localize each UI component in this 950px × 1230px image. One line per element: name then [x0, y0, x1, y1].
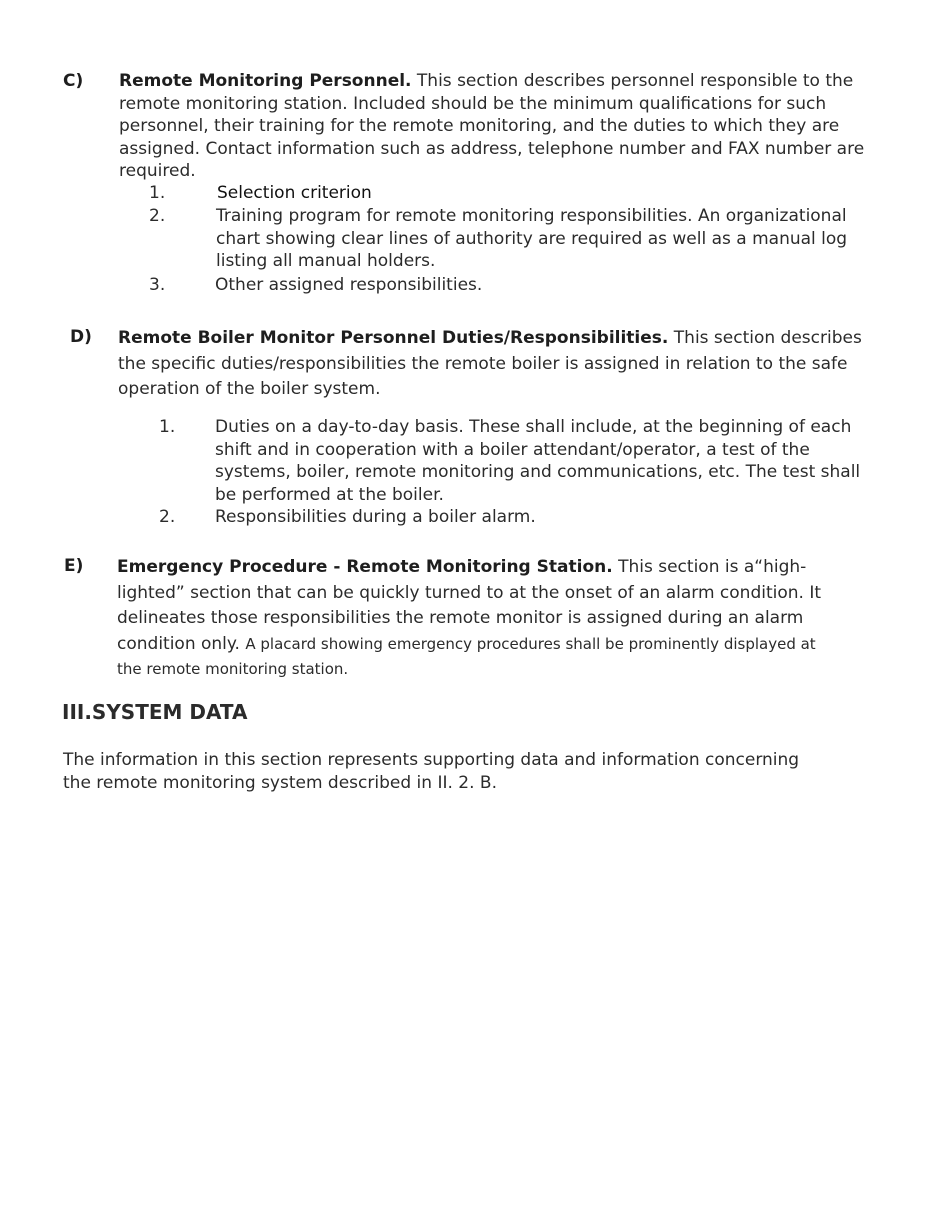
section-c-marker: C) [63, 71, 84, 91]
section-c-item-2-number: 2. [149, 206, 166, 226]
section-d-marker: D) [70, 327, 92, 347]
system-data-heading: III.SYSTEM DATA [62, 700, 248, 724]
section-e-marker: E) [64, 556, 84, 576]
section-d-paragraph [118, 326, 863, 403]
section-e-title: Emergency Procedure - Remote Monitoring Station. [117, 557, 613, 577]
section-c-item-1-text: Selection criterion [217, 183, 372, 203]
section-d-item-1-text: Duties on a day-to-day basis. These shall include, at the beginning of each shift and in cooperation with a boiler attendant/operator, a test of the systems, boiler, remote monitoring and communications, etc. The test shall be performed at the boiler. [215, 417, 861, 505]
section-c-paragraph [119, 70, 884, 183]
section-c-item-3-number: 3. [149, 275, 166, 295]
section-e-body: This section is a“high-lighted” section that can be quickly turned to at the onset of an alarm condition. It delineates those responsibilities the remote monitor is assigned during an alarm condition only. [117, 557, 822, 654]
system-data-paragraph: The information in this section represents supporting data and information concerning the remote monitoring system described in II. 2. B. [63, 750, 800, 793]
section-d-item-2-number: 2. [159, 507, 176, 527]
section-c-item-2-text: Training program for remote monitoring responsibilities. An organizational chart showing clear lines of authority are required as well as a manual log listing all manual holders. [216, 206, 848, 271]
section-e-placard-note: A placard showing emergency procedures shall be prominently displayed at the remote monitoring station. [117, 634, 816, 678]
section-c-item-3-text: Other assigned responsibilities. [215, 275, 483, 295]
section-d-title: Remote Boiler Monitor Personnel Duties/Responsibilities. [118, 328, 669, 348]
section-d-item-1-number: 1. [159, 417, 176, 437]
section-c-title: Remote Monitoring Personnel. [119, 71, 412, 91]
section-c-body: This section describes personnel responsible to the remote monitoring station. Included should be the minimum qualifications for such personnel, their training for the remote monitoring, and the duties to which they are assigned. Contact information such as address, telephone number and FAX number are required. [119, 71, 865, 181]
section-d-item-2-text: Responsibilities during a boiler alarm. [215, 507, 536, 527]
section-e-paragraph [117, 555, 837, 683]
section-c-item-1-number: 1. [149, 183, 166, 203]
section-d-body: This section describes the specific duties/responsibilities the remote boiler is assigned in relation to the safe operation of the boiler system. [118, 328, 862, 399]
